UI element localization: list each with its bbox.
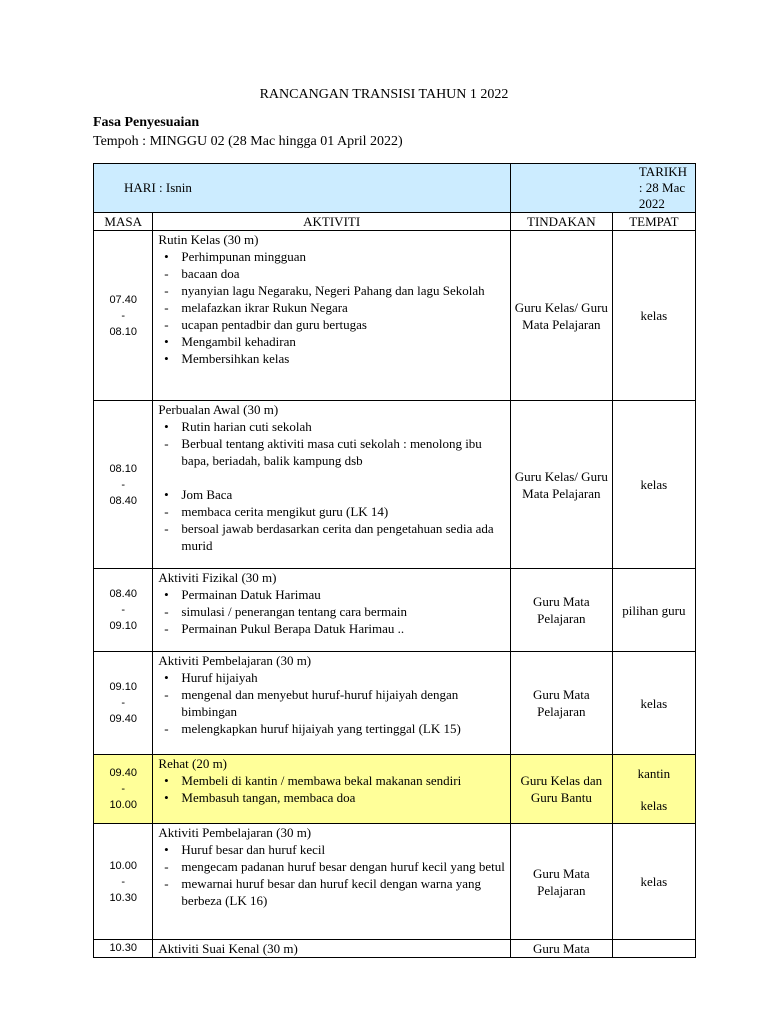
list-item-text: Membersihkan kelas	[181, 351, 290, 366]
time-text: 09.10	[109, 681, 137, 693]
location-text: pilihan guru	[622, 602, 686, 618]
list-item	[158, 248, 505, 265]
list-item	[158, 772, 505, 789]
action-cell: Guru Kelas dan Guru Bantu	[510, 755, 612, 824]
activity-cell	[153, 652, 510, 755]
list-item	[158, 669, 505, 686]
action-cell: Guru Kelas/ Guru Mata Pelajaran	[510, 231, 612, 401]
dash-marker: -	[164, 283, 169, 298]
table-row	[94, 231, 696, 401]
activity-cell	[153, 231, 510, 401]
time-text: 09.40	[109, 767, 137, 779]
list-item-text: Permainan Datuk Harimau	[181, 587, 321, 602]
time-text: 10.30	[109, 891, 137, 904]
location-cell	[612, 755, 695, 824]
list-item-text: nyanyian lagu Negaraku, Negeri Pahang dan lagu Sekolah	[181, 283, 485, 298]
activity-cell	[153, 569, 510, 652]
table-row	[94, 940, 696, 958]
list-item	[158, 686, 505, 720]
list-item-text: mewarnai huruf besar dan huruf kecil dengan warna yang berbeza (LK 16)	[181, 876, 482, 908]
time-text: 08.10	[109, 325, 137, 338]
list-item-text: Permainan Pukul Berapa Datuk Harimau ..	[181, 621, 405, 636]
activity-cell	[153, 940, 510, 958]
bullet-icon: •	[164, 419, 169, 434]
list-item	[158, 469, 505, 486]
column-header-tempat: TEMPAT	[612, 213, 695, 231]
time-cell	[94, 652, 153, 755]
duration-line: Tempoh : MINGGU 02 (28 Mac hingga 01 April 2022)	[93, 134, 403, 149]
column-header-masa: MASA	[94, 213, 153, 231]
list-item	[158, 841, 505, 858]
list-item-text: Mengambil kehadiran	[181, 334, 296, 349]
document-title: RANCANGAN TRANSISI TAHUN 1 2022	[259, 87, 509, 102]
list-item-text: Membasuh tangan, membaca doa	[181, 790, 356, 805]
list-item-text: bersoal jawab berdasarkan cerita dan pengetahuan sedia ada murid	[181, 521, 494, 553]
action-cell: Guru Mata	[510, 940, 612, 958]
activity-cell	[153, 755, 510, 824]
list-item-text: Rutin harian cuti sekolah	[181, 419, 312, 434]
column-header-aktiviti: AKTIVITI	[153, 213, 510, 231]
list-item-text: melafazkan ikrar Rukun Negara	[181, 300, 348, 315]
location-text: kelas	[640, 874, 668, 889]
activity-cell	[153, 824, 510, 940]
time-text: 07.40	[109, 293, 137, 306]
activity-cell	[153, 401, 510, 569]
list-item	[158, 503, 505, 520]
action-cell: Guru Kelas/ Guru Mata Pelajaran	[510, 401, 612, 569]
bullet-icon: •	[164, 487, 169, 502]
time-cell	[94, 231, 153, 401]
list-item-text: Huruf hijaiyah	[181, 670, 258, 685]
bullet-icon: •	[164, 587, 169, 602]
list-item	[158, 418, 505, 435]
day-label: HARI : Isnin	[94, 164, 511, 213]
list-item-text: Membeli di kantin / membawa bekal makanan sendiri	[181, 773, 462, 788]
location-text: kelas	[640, 695, 668, 711]
location-cell	[612, 569, 695, 652]
time-text: 08.10	[109, 462, 137, 475]
dash-marker: -	[164, 317, 169, 332]
activity-title: Aktiviti Pembelajaran (30 m)	[158, 653, 312, 668]
activity-title: Perbualan Awal (30 m)	[158, 402, 279, 417]
dash-marker: -	[164, 721, 169, 736]
location-text: kelas	[640, 797, 668, 813]
time-text: -	[121, 783, 126, 795]
list-item	[158, 435, 505, 469]
dash-marker: -	[164, 621, 169, 636]
activity-title: Aktiviti Pembelajaran (30 m)	[158, 825, 312, 840]
list-item-text: melengkapkan huruf hijaiyah yang tertinggal (LK 15)	[181, 721, 461, 736]
location-text: kantin	[637, 765, 671, 781]
table-row	[94, 569, 696, 652]
list-item-text: membaca cerita mengikut guru (LK 14)	[181, 504, 389, 519]
time-text: 09.10	[109, 620, 137, 632]
list-item-text: Berbual tentang aktiviti masa cuti sekolah : menolong ibu bapa, beriadah, balik kampung dsb	[181, 436, 482, 468]
list-item	[158, 299, 505, 316]
list-item-text: ucapan pentadbir dan guru bertugas	[181, 317, 367, 332]
time-text: 10.30	[109, 942, 137, 954]
location-cell	[612, 231, 695, 401]
column-header-row	[94, 213, 696, 231]
dash-marker: -	[164, 687, 169, 702]
bullet-icon: •	[164, 790, 169, 805]
action-cell: Guru Mata Pelajaran	[510, 569, 612, 652]
list-item	[158, 282, 505, 299]
list-item-text: simulasi / penerangan tentang cara bermain	[181, 604, 408, 619]
time-cell	[94, 401, 153, 569]
bullet-icon: •	[164, 670, 169, 685]
time-text: -	[121, 875, 126, 888]
activity-list	[158, 418, 505, 554]
dash-marker: -	[164, 436, 169, 451]
bullet-icon: •	[164, 842, 169, 857]
activity-list	[158, 669, 505, 737]
dash-marker: -	[164, 300, 169, 315]
dash-marker: -	[164, 859, 169, 874]
list-item-text: bacaan doa	[181, 266, 240, 281]
list-item	[158, 520, 505, 554]
time-text: 08.40	[109, 588, 137, 600]
time-text: 10.00	[109, 799, 137, 811]
list-item	[158, 316, 505, 333]
activity-title: Aktiviti Suai Kenal (30 m)	[158, 941, 298, 956]
list-item-text: mengenal dan menyebut huruf-huruf hijaiyah dengan bimbingan	[181, 687, 459, 719]
time-text: -	[121, 604, 126, 616]
schedule-table	[93, 163, 696, 958]
time-cell	[94, 940, 153, 958]
list-item	[158, 586, 505, 603]
table-row	[94, 755, 696, 824]
day-header-row	[94, 164, 696, 213]
date-label: TARIKH : 28 Mac 2022	[510, 164, 695, 213]
list-item	[158, 333, 505, 350]
list-item	[158, 720, 505, 737]
action-cell: Guru Mata Pelajaran	[510, 824, 612, 940]
dash-marker: -	[164, 504, 169, 519]
list-item	[158, 858, 505, 875]
table-row	[94, 652, 696, 755]
list-item	[158, 875, 505, 909]
location-cell	[612, 824, 695, 940]
dash-marker: -	[164, 266, 169, 281]
list-item	[158, 620, 505, 637]
list-item	[158, 789, 505, 806]
list-item-text: Perhimpunan mingguan	[181, 249, 306, 264]
time-text: 08.40	[109, 494, 137, 507]
activity-title: Rehat (20 m)	[158, 756, 228, 771]
time-text: -	[121, 309, 126, 322]
list-item-text: Huruf besar dan huruf kecil	[181, 842, 326, 857]
time-text: -	[121, 697, 126, 709]
location-cell	[612, 652, 695, 755]
phase-heading: Fasa Penyesuaian	[93, 115, 200, 130]
time-text: 09.40	[109, 713, 137, 725]
time-cell	[94, 824, 153, 940]
list-item	[158, 350, 505, 367]
activity-list	[158, 841, 505, 909]
bullet-icon: •	[164, 334, 169, 349]
list-item-text: mengecam padanan huruf besar dengan huruf kecil yang betul	[181, 859, 505, 874]
list-item-text: Jom Baca	[181, 487, 233, 502]
dash-marker: -	[164, 604, 169, 619]
location-text: kelas	[640, 308, 668, 323]
location-text: kelas	[640, 477, 668, 492]
table-row	[94, 824, 696, 940]
activity-list	[158, 248, 505, 367]
list-item	[158, 265, 505, 282]
location-cell	[612, 940, 695, 958]
time-text: 10.00	[109, 859, 137, 872]
dash-marker: -	[164, 876, 169, 891]
action-cell: Guru Mata Pelajaran	[510, 652, 612, 755]
dash-marker: -	[164, 521, 169, 536]
time-cell	[94, 755, 153, 824]
list-item	[158, 486, 505, 503]
table-row	[94, 401, 696, 569]
list-item	[158, 603, 505, 620]
location-cell	[612, 401, 695, 569]
time-cell	[94, 569, 153, 652]
activity-list	[158, 586, 505, 637]
activity-list	[158, 772, 505, 806]
bullet-icon: •	[164, 249, 169, 264]
activity-title: Rutin Kelas (30 m)	[158, 232, 259, 247]
activity-title: Aktiviti Fizikal (30 m)	[158, 570, 277, 585]
column-header-tindakan: TINDAKAN	[510, 213, 612, 231]
bullet-icon: •	[164, 773, 169, 788]
time-text: -	[121, 478, 126, 491]
bullet-icon: •	[164, 351, 169, 366]
